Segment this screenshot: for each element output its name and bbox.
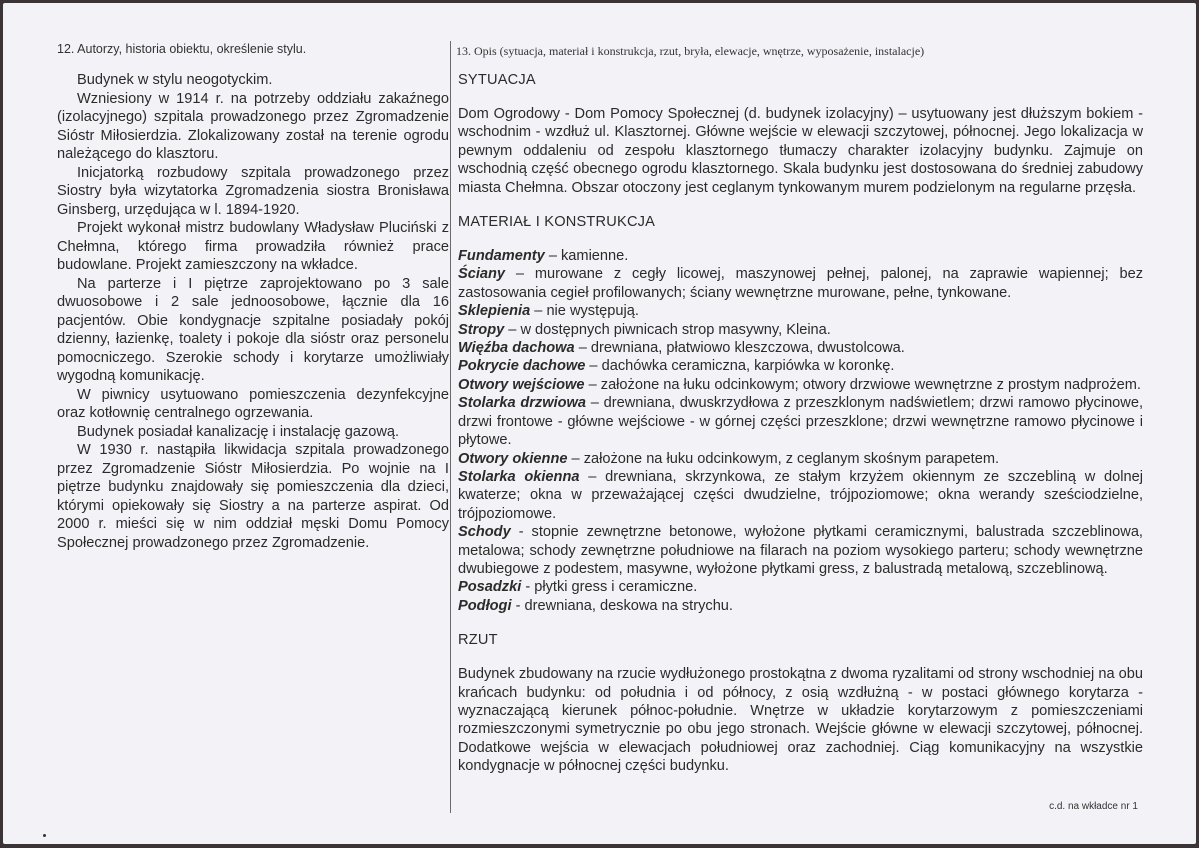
material-entry (458, 376, 1143, 394)
entry-separator: – (567, 450, 584, 467)
scan-speck (43, 834, 46, 837)
entry-separator: - (510, 524, 532, 541)
field-12-label: 12. Autorzy, historia obiektu, określenie stylu. (57, 42, 307, 56)
history-paragraph: Projekt wykonał mistrz budowlany Władysław Pluciński z Chełmna, którego firma prowadziła również prace budowlane. Projekt zamieszczony na wkładce. (57, 220, 449, 273)
section-heading: MATERIAŁ I KONSTRUKCJA (458, 214, 656, 231)
material-entry (458, 357, 1143, 375)
entry-text: założone na łuku odcinkowym, z ceglanym skośnym parapetem. (583, 450, 1000, 467)
section-text: Budynek zbudowany na rzucie wydłużonego prostokątna z dwoma ryzalitami od strony wschodniej na obu krańcach budynku: od południa i od północy, z osią wzdłużną - w postaci głównego korytarza - wyznaczającą kierunek północ-południe. Wnętrze w układzie korytarzowym z pomieszczeniami rozmieszczonymi symetrycznie po obu jego stronach. Wejście główne w elewacji szczytowej, północnej. Dodatkowe wejścia w elewacjach południowej oraz zachodniej. Ciąg komunikacyjny na wszystkie kondygnacje w północnej części budynku. (458, 666, 1143, 775)
history-paragraph: W piwnicy usytuowano pomieszczenia dezynfekcyjne oraz kotłownię centralnego ogrzewania. (57, 386, 449, 421)
material-entry (458, 339, 1143, 357)
entry-separator: – (584, 376, 601, 393)
entry-term: Ściany (458, 266, 506, 283)
entry-text: drewniana, skrzynkowa, ze stałym krzyżem okiennym ze szczebliną w dolnej kwaterze; okna w przeważającej części dwudzielne, trójpoziomowe; okna werandy sześciodzielne, trójpoziomowe. (458, 468, 1143, 522)
material-entry (458, 578, 1143, 596)
entry-separator: – (579, 468, 606, 485)
section-heading: SYTUACJA (458, 72, 536, 88)
continuation-note: c.d. na wkładce nr 1 (1049, 801, 1138, 812)
material-entry (458, 321, 1143, 339)
entry-text: kamienne. (561, 248, 629, 265)
entry-term: Otwory okienne (458, 450, 568, 467)
entry-text: murowane z cegły licowej, maszynowej pełnej, palonej, na zaprawie wapiennej; bez zastosowania cegieł profilowanych; ściany wewnętrzne murowane, pełne, tynkowane. (458, 266, 1144, 301)
history-paragraph: W 1930 r. nastąpiła likwidacja szpitala prowadzonego przez Zgromadzenie Sióstr Miłosierdzia. Po wojnie na I piętrze budynku znajdowały się pomieszczenia dla dzieci, którymi opiekowały się Siostry a na parterze aspirat. Od 2000 r. mieści się w nim oddział męski Domu Pomocy Społecznej prowadzonego przez Zgromadzenie. (57, 442, 449, 551)
entry-separator: – (530, 303, 547, 320)
section-material (458, 213, 1143, 615)
entry-text: nie występują. (546, 303, 639, 320)
entry-separator: – (505, 266, 535, 283)
section-heading: RZUT (458, 632, 498, 649)
entry-text: drewniana, płatwiowo kleszczowa, dwustolcowa. (590, 340, 905, 357)
material-entries (458, 247, 1143, 615)
history-paragraph: Budynek w stylu neogotyckim. (77, 72, 273, 88)
entry-term: Więźba dachowa (458, 340, 575, 357)
entry-term: Schody (458, 524, 511, 541)
material-entry (458, 247, 1143, 265)
material-entry (458, 468, 1143, 523)
entry-term: Stropy (458, 321, 505, 338)
entry-term: Stolarka okienna (458, 468, 580, 485)
entry-text: płytki gress i ceramiczne. (534, 579, 698, 596)
entry-separator: – (504, 321, 521, 338)
entry-term: Stolarka drzwiowa (458, 395, 587, 412)
material-entry (458, 302, 1143, 320)
material-entry (458, 450, 1143, 468)
entry-text: w dostępnych piwnicach strop masywny, Kleina. (520, 321, 831, 338)
entry-separator: - (521, 579, 535, 596)
field-13-label: 13. Opis (sytuacja, materiał i konstrukcja, rzut, bryła, elewacje, wnętrze, wyposażenie, instalacje) (456, 44, 925, 58)
entry-term: Pokrycie dachowe (458, 358, 586, 375)
entry-term: Posadzki (458, 579, 522, 596)
entry-text: założone na łuku odcinkowym; otwory drzwiowe wewnętrzne z prostym nadprożem. (600, 376, 1141, 393)
entry-separator: – (585, 358, 602, 375)
material-entry (458, 523, 1143, 578)
material-entry (458, 265, 1143, 302)
material-entry (458, 394, 1143, 449)
column-divider (450, 41, 451, 813)
entry-separator: – (586, 395, 604, 412)
history-text (57, 71, 449, 552)
section-sytuacja (458, 71, 1143, 197)
history-paragraph: Na parterze i I piętrze zaprojektowano po 3 sale dwuosobowe i 2 sale jednoosobowe, łącznie dla 16 pacjentów. Obie kondygnacje szpitalne posiadały pokój dzienny, łazienkę, toalety i pokoje dla sióstr oraz personelu pomocniczego. Szerokie schody i korytarze umożliwiały wygodną komunikację. (57, 275, 449, 384)
entry-text: dachówka ceramiczna, karpiówka w koronkę. (601, 358, 895, 375)
history-paragraph: Budynek posiadał kanalizację i instalację gazową. (77, 423, 400, 440)
section-rzut (458, 631, 1143, 775)
description-column (458, 41, 1143, 792)
document-sheet (3, 3, 1196, 844)
entry-text: drewniana, dwuskrzydłowa z przeszklonym nadświetlem; drzwi ramowo płycinowe, drzwi frontowe - główne wejściowe - w górnej części przeszklone; drzwi wewnętrzne ramowo płycinowe i płytowe. (458, 395, 1144, 449)
entry-separator: – (574, 340, 591, 357)
entry-text: stopnie zewnętrzne betonowe, wyłożone płytkami ceramicznymi, balustrada szczeblinowa, metalowa; schody zewnętrzne południowe na filarach na poziom wysokiego parteru; schody wewnętrzne dwubiegowe z podestem, masywne, wyłożone płytkami gress, z balustradą metalową, szczeblinową. (458, 524, 1143, 577)
entry-term: Otwory wejściowe (458, 376, 585, 393)
section-text: Dom Ogrodowy - Dom Pomocy Społecznej (d. budynek izolacyjny) – usytuowany jest dłuższym bokiem - wschodnim - wzdłuż ul. Klasztornej. Główne wejście w elewacji szczytowej, północnej. Jego lokalizacja w pewnym oddaleniu od zespołu klasztornego tłumaczy charakter izolacyjny budynku. Zajmuje on wschodnią część obecnego ogrodu klasztornego. Skala budynku jest dostosowana do średniej zabudowy miasta Chełmna. Obszar otoczony jest ceglanym tynkowanym murem podzielonym na regularne przęsła. (458, 106, 1143, 196)
entry-separator: - (511, 597, 525, 614)
entry-term: Sklepienia (458, 303, 531, 320)
history-paragraph: Wzniesiony w 1914 r. na potrzeby oddziału zakaźnego (izolacyjnego) szpitala prowadzonego przez Zgromadzenie Sióstr Miłosierdzia. Zlokalizowany został na terenie ogrodu należącego do klasztoru. (57, 90, 449, 162)
entry-term: Fundamenty (458, 248, 545, 265)
history-column (57, 41, 449, 552)
entry-term: Podłogi (458, 597, 512, 614)
material-entry (458, 597, 1143, 615)
history-paragraph: Inicjatorką rozbudowy szpitala prowadzonego przez Siostry była wizytatorka Zgromadzenia siostra Bronisława Ginsberg, urzędująca w l. 1894-1920. (57, 164, 449, 218)
entry-separator: – (544, 248, 561, 265)
entry-text: drewniana, deskowa na strychu. (524, 597, 733, 614)
